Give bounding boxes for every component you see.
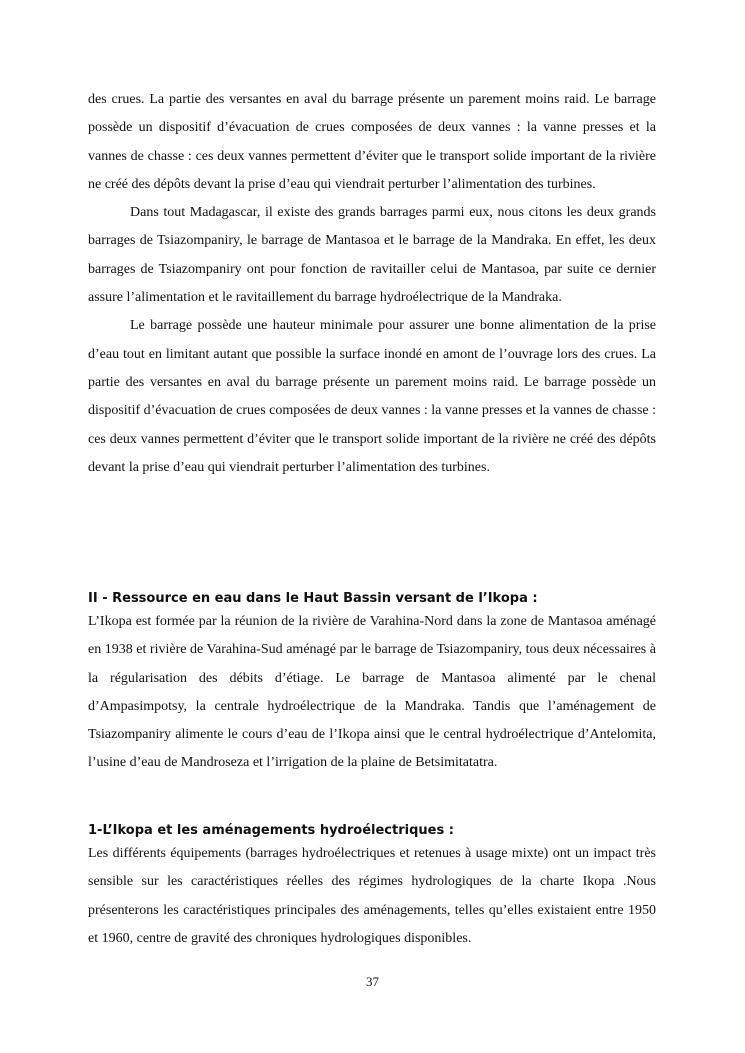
paragraph-ikopa-formation: L’Ikopa est formée par la réunion de la rivière de Varahina-Nord dans la zone de Mantasoa aménagé en 1938 et rivière de Varahina-Sud aménagé par le barrage de Tsiazompaniry, tous deux nécessaires à la régularisation des débits d’étiage. Le barrage de Mantasoa alimenté par le chenal d’Ampasimpotsy, la centrale hydroélectrique de la Mandraka. Tandis que l’aménagement de Tsiazompaniry alimente le cours d’eau de l’Ikopa ainsi que le central hydroélectrique d’Antelomita, l’usine d’eau de Mandroseza et l’irrigation de la plaine de Betsimitatatra.	[88, 614, 656, 771]
paragraph-barrage-hauteur: Le barrage possède une hauteur minimale pour assurer une bonne alimentation de la prise d’eau tout en limitant autant que possible la surface inondé en amont de l’ouvrage lors des crues. La partie des versantes en aval du barrage présente un parement moins raid. Le barrage possède un dispositif d’évacuation de crues composées de deux vannes : la vanne presses et la vannes de chasse : ces deux vannes permettent d’éviter que le transport solide important de la rivière ne créé des dépôts devant la prise d’eau qui viendrait perturber l’alimentation des turbines.	[88, 318, 656, 475]
section-heading-ressource: II - Ressource en eau dans le Haut Bassin versant de l’Ikopa :	[88, 591, 538, 606]
section-ressource-eau	[88, 590, 656, 778]
paragraph-continuation: des crues. La partie des versantes en aval du barrage présente un parement moins raid. Le barrage possède un dispositif d’évacuation de crues composées de deux vannes : la vanne presses et la vannes de chasse : ces deux vannes permettent d’éviter que le transport solide important de la rivière ne créé des dépôts devant la prise d’eau qui viendrait perturber l’alimentation des turbines.	[88, 92, 656, 192]
top-text-block	[88, 86, 656, 482]
section-amenagements	[88, 822, 656, 953]
paragraph-madagascar-dams: Dans tout Madagascar, il existe des grands barrages parmi eux, nous citons les deux grands barrages de Tsiazompaniry, le barrage de Mantasoa et le barrage de la Mandraka. En effet, les deux barrages de Tsiazompaniry ont pour fonction de ravitailler celui de Mantasoa, par suite ce dernier assure l’alimentation et le ravitaillement du barrage hydroélectrique de la Mandraka.	[88, 205, 656, 306]
page-number: 37	[366, 974, 379, 989]
section-heading-amenagements: 1-L’Ikopa et les aménagements hydroélectriques :	[88, 823, 454, 838]
paragraph-equipements: Les différents équipements (barrages hydroélectriques et retenues à usage mixte) ont un impact très sensible sur les caractéristiques réelles des régimes hydrologiques de la charte Ikopa .Nous présenterons les caractéristiques principales des aménagements, telles qu’elles existaient entre 1950 et 1960, centre de gravité des chroniques hydrologiques disponibles.	[88, 846, 656, 946]
